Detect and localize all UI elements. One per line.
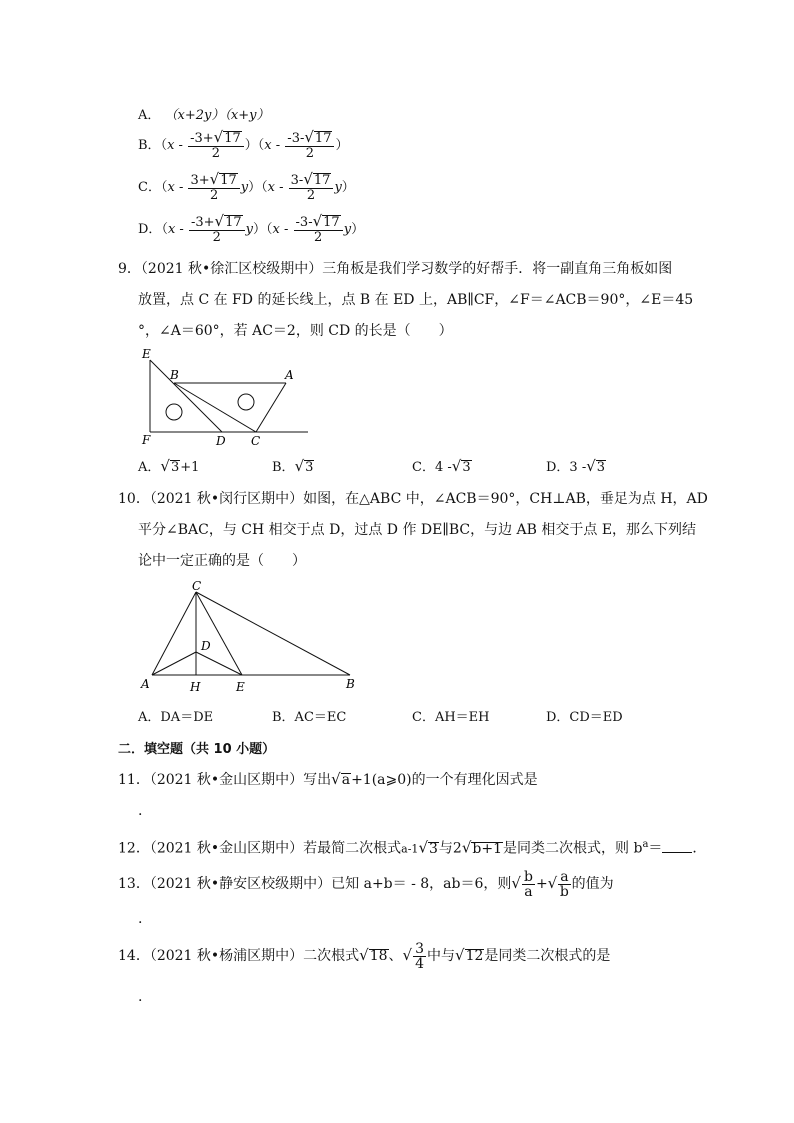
q10-line-2: 平分∠BAC，与 CH 相交于点 D，过点 D 作 DE∥BC，与边 AB 相交于点 E，那么下列结: [138, 522, 697, 538]
q9-option-b: B．√3: [272, 457, 314, 475]
q9-line-ac: [256, 383, 286, 432]
q12-blank[interactable]: [662, 852, 692, 853]
q10-option-d: D．CD＝ED: [546, 710, 623, 725]
q9-hole-right: [238, 394, 254, 410]
q9-option-c: C．4 -√3: [412, 457, 471, 475]
q10-figure: [138, 576, 363, 698]
q10-line-3: 论中一定正确的是（ ）: [138, 553, 306, 569]
q9-hole-left: [166, 404, 182, 420]
q9-line-1: 9．（2021 秋•徐汇区校级期中）三角板是我们学习数学的好帮手．将一副直角三角板如图: [118, 261, 673, 277]
q14-line-2: .: [138, 989, 143, 1005]
q11-line-2: .: [138, 803, 143, 819]
q10-label-c: C: [192, 579, 202, 593]
q10-line-ac: [152, 592, 196, 675]
q9-label-c: C: [251, 434, 261, 448]
q10-label-a: A: [141, 677, 150, 691]
q12-line-1: 12．（2021 秋•金山区期中）若最简二次根式a-1√3与2√b+1是同类二次根式，则 $b^a=$ ．: [118, 838, 707, 857]
q10-option-b: B．AC＝EC: [272, 710, 347, 725]
q8-option-b: B．（x - $\frac{-3+√17}{2}$ ）（x - $\frac{-3-√17}{2}$ ）: [138, 128, 349, 161]
q10-label-b: B: [346, 677, 355, 691]
q9-figure: [138, 346, 313, 448]
q9-label-d: D: [216, 434, 226, 448]
q10-option-a: A．DA＝DE: [138, 710, 214, 725]
q10-label-h: H: [190, 680, 201, 694]
q9-label-a: A: [285, 368, 294, 382]
q9-line-ed: [150, 360, 222, 432]
q10-option-c: C．AH＝EH: [412, 710, 490, 725]
q8-option-a-text: （x+2y）（x+y）: [164, 108, 270, 123]
q10-label-d: D: [201, 639, 211, 653]
q8-option-c: C．（x - $\frac{3+√17}{2}$ y）（x - $\frac{3-√17}{2}$ y）: [138, 170, 355, 203]
q9-option-d: D．3 -√3: [546, 457, 606, 475]
q14-line-1: 14．（2021 秋•杨浦区期中）二次根式√18、√ $\frac{3}{4}$ 中与√12是同类二次根式的是: [118, 940, 611, 972]
q8-option-d: D．（x - $\frac{-3+√17}{2}$ y）（x - $\frac{-3-√17}{2}$ y）: [138, 212, 365, 245]
q13-line-1: 13．（2021 秋•静安区校级期中）已知 a+b＝ - 8，ab＝6，则√ $\frac{b}{a}$ +√ $\frac{a}{b}$ 的值为: [118, 868, 614, 900]
q11-line-1: 11．（2021 秋•金山区期中）写出√a+1(a⩾0)的一个有理化因式是: [118, 770, 538, 788]
q9-line-2: 放置，点 C 在 FD 的延长线上，点 B 在 ED 上，AB∥CF，∠F＝∠ACB＝90°，∠E＝45: [138, 292, 694, 308]
q10-label-e: E: [236, 680, 245, 694]
q9-label-b: B: [170, 368, 179, 382]
q8-option-a-label: A．: [138, 108, 161, 123]
q9-option-a: A．√3+1: [138, 457, 200, 475]
q10-line-1: 10．（2021 秋•闵行区期中）如图，在△ABC 中，∠ACB＝90°，CH⊥AB，垂足为点 H，AD: [118, 491, 708, 507]
q13-line-2: .: [138, 911, 143, 927]
section-2-title: 二．填空题（共 10 小题）: [118, 742, 276, 757]
q9-line-3: °，∠A＝60°，若 AC＝2，则 CD 的长是（ ）: [138, 323, 453, 339]
q8-option-a: [138, 104, 269, 123]
q9-label-f: F: [142, 433, 151, 447]
q9-label-e: E: [142, 347, 151, 361]
